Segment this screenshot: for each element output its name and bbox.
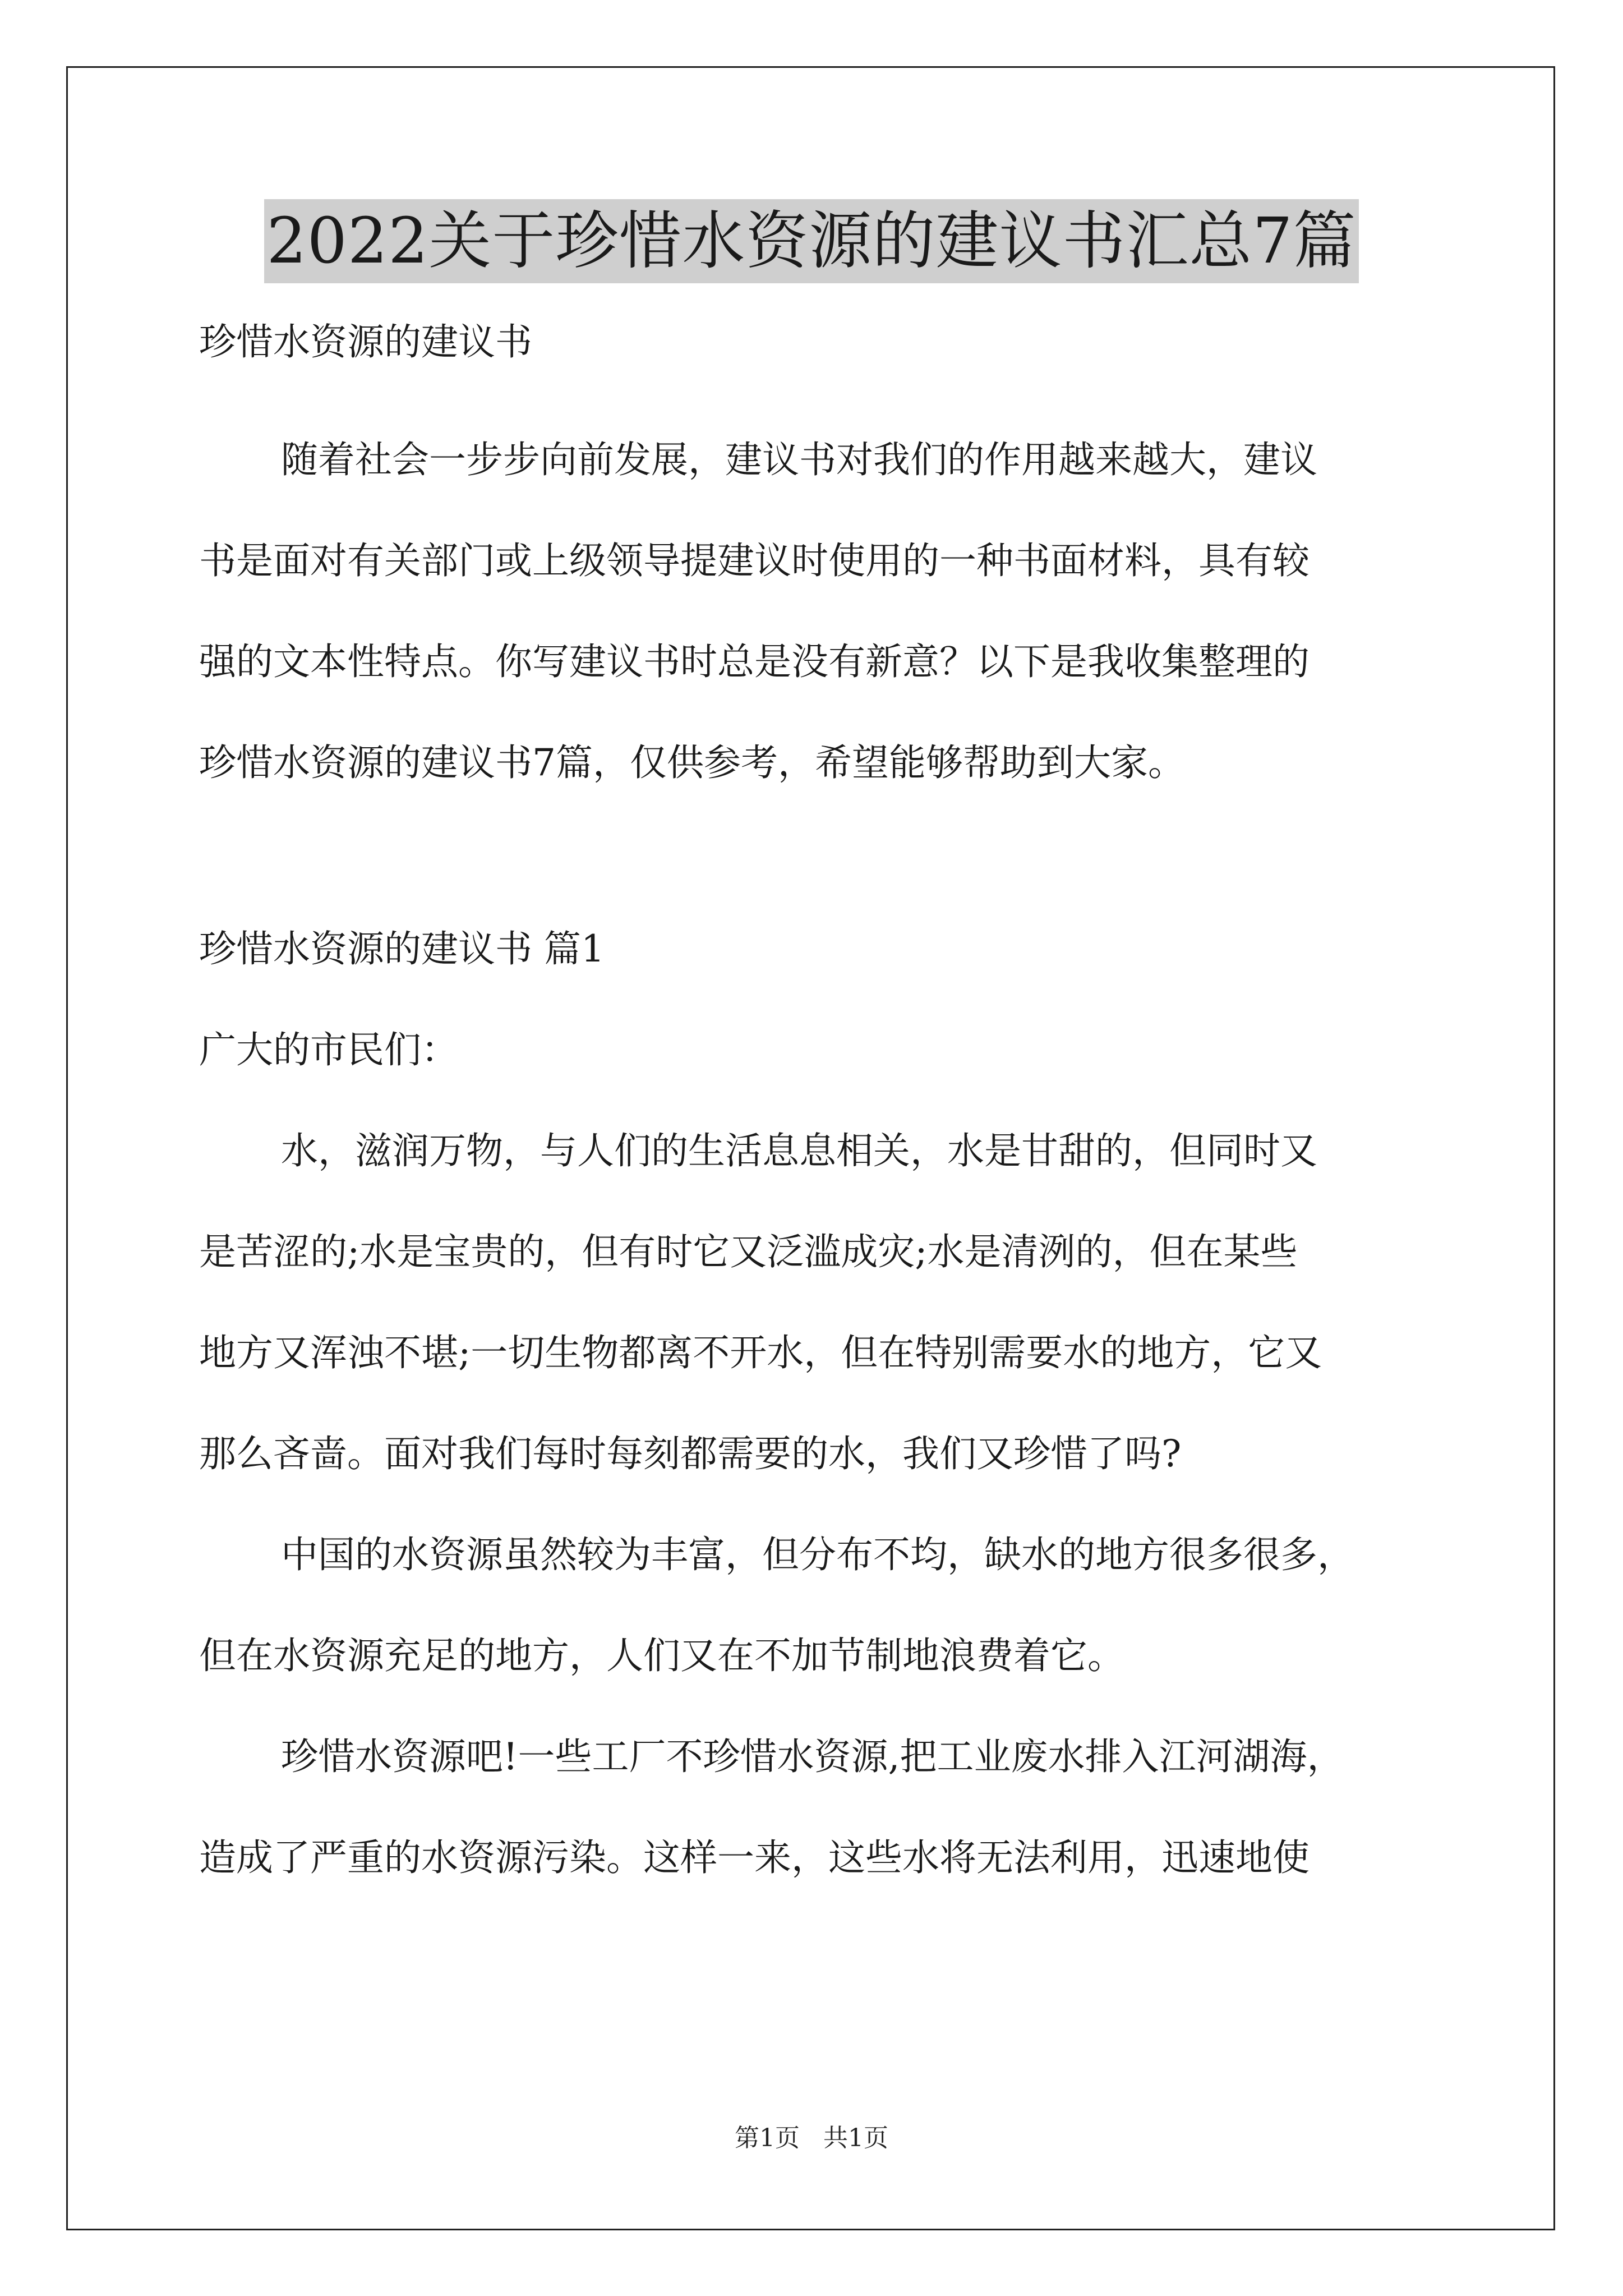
document-title: 2022关于珍惜水资源的建议书汇总7篇: [264, 199, 1358, 283]
paragraph-line: 那么吝啬。面对我们每时每刻都需要的水，我们又珍惜了吗?: [199, 1432, 1182, 1475]
page-number: 第1页: [735, 2124, 800, 2152]
paragraph-line: 但在水资源充足的地方，人们又在不加节制地浪费着它。: [199, 1634, 1124, 1677]
paragraph-line: 书是面对有关部门或上级领导提建议时使用的一种书面材料，具有较: [199, 539, 1310, 582]
section-heading: 珍惜水资源的建议书 篇1: [199, 927, 605, 970]
title-container: [0, 199, 1623, 283]
paragraph-line: 水，滋润万物，与人们的生活息息相关，水是甘甜的，但同时又: [281, 1129, 1317, 1172]
paragraph-line: 是苦涩的;水是宝贵的，但有时它又泛滥成灾;水是清洌的，但在某些: [199, 1230, 1298, 1273]
paragraph-line: 造成了严重的水资源污染。这样一来，这些水将无法利用，迅速地使: [199, 1836, 1310, 1879]
page-footer: [0, 2122, 1623, 2155]
paragraph-line: 珍惜水资源的建议书7篇，仅供参考，希望能够帮助到大家。: [199, 741, 1185, 784]
salutation: 广大的市民们：: [199, 1028, 458, 1071]
section-heading: 珍惜水资源的建议书: [199, 320, 532, 364]
paragraph-line: 中国的水资源虽然较为丰富，但分布不均，缺水的地方很多很多，: [281, 1533, 1354, 1576]
paragraph-line: 地方又浑浊不堪;一切生物都离不开水，但在特别需要水的地方，它又: [199, 1331, 1322, 1374]
paragraph-line: 强的文本性特点。你写建议书时总是没有新意？以下是我收集整理的: [199, 640, 1310, 683]
paragraph-line: 珍惜水资源吧!一些工厂不珍惜水资源,把工业废水排入江河湖海，: [281, 1735, 1344, 1778]
page-total: 共1页: [823, 2124, 888, 2152]
paragraph-line: 随着社会一步步向前发展，建议书对我们的作用越来越大，建议: [281, 438, 1317, 481]
